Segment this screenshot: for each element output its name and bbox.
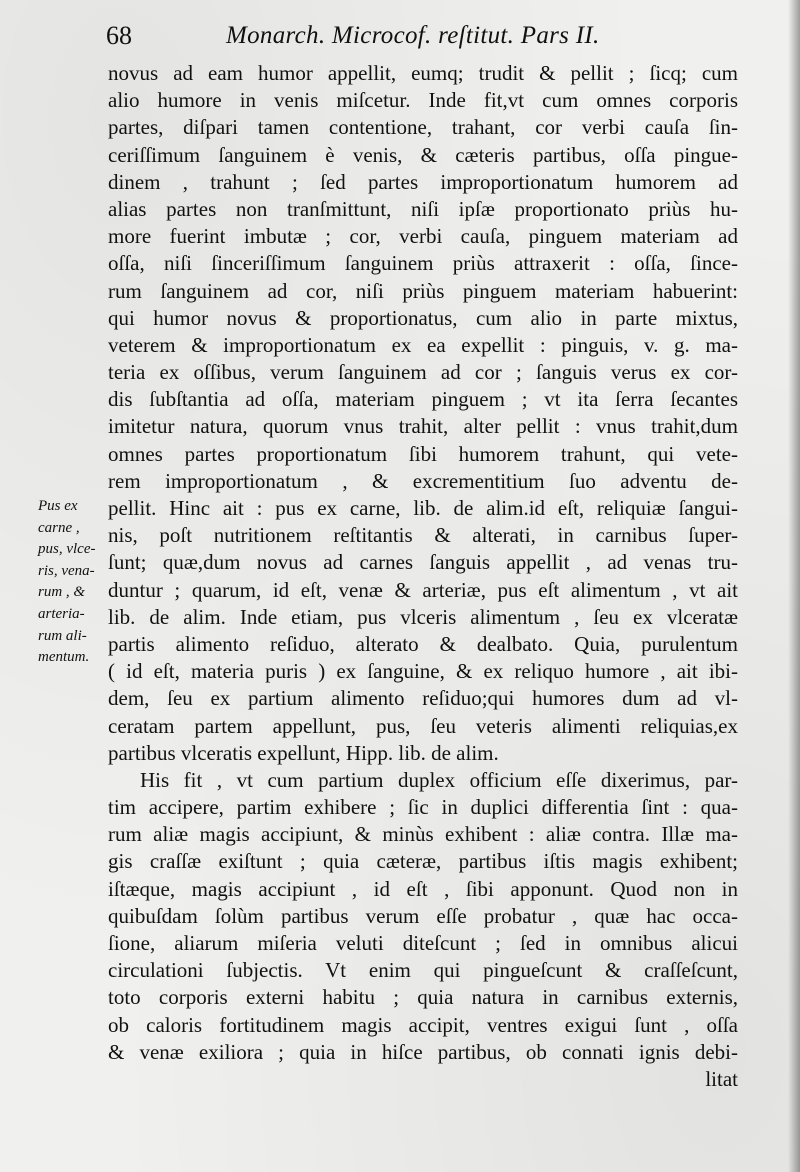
margin-note: [38, 496, 100, 669]
text-line: alio humore in venis miſcetur. Inde fit,vt cum omnes corporis: [108, 88, 738, 113]
text-line: dis ſubſtantia ad oſſa, materiam pinguem ; vt ita ſerra ſecantes: [108, 387, 738, 412]
text-line: imitetur natura, quorum vnus trahit, alter pellit : vnus trahit,dum: [108, 414, 738, 439]
text-line: toto corporis externi habitu ; quia natura in carnibus externis,: [108, 985, 738, 1010]
margin-note-line: rum ali-: [38, 627, 87, 644]
text-line: & venæ exiliora ; quia in hiſce partibus, ob connati ignis debi-: [108, 1039, 738, 1064]
text-line: lib. de alim. Inde etiam, pus vlceris alimentum , ſeu ex vlceratæ: [108, 604, 738, 629]
text-line: partibus vlceratis expellunt, Hipp. lib. de alim.: [108, 740, 499, 765]
text-line: ob caloris fortitudinem magis accipit, ventres exigui ſunt , oſſa: [108, 1012, 738, 1037]
page-header: [106, 20, 736, 52]
text-line: ſione, aliarum miſeria veluti diteſcunt ; ſed in omnibus alicui: [108, 931, 738, 955]
margin-note-line: pus, vlce-: [38, 541, 96, 558]
text-line: tim accipere, partim exhibere ; ſic in duplici differentia ſint : qua-: [108, 795, 738, 820]
text-line: alias partes non tranſmittunt, niſi ipſæ proportionato priùs hu-: [108, 196, 738, 221]
margin-note-line: mentum.: [38, 649, 90, 666]
page-number: 68: [106, 21, 132, 50]
margin-note-line: ris, vena-: [38, 562, 95, 579]
text-line: teria ex oſſibus, verum ſanguinem ad cor ; ſanguis verus ex cor-: [108, 360, 738, 385]
text-line: oſſa, niſi ſinceriſſimum ſanguinem priùs attraxerit : oſſa, ſince-: [108, 251, 738, 276]
text-line: veterem & improportionatum ex ea expellit : pinguis, v. g. ma-: [108, 332, 738, 357]
text-line: duntur ; quarum, id eſt, venæ & arteriæ, pus eſt alimentum , vt ait: [108, 577, 738, 602]
text-line: dem, ſeu ex partium alimento reſiduo;qui humores dum ad vl-: [108, 686, 738, 711]
text-line: iſtæque, magis accipiunt , id eſt , ſibi apponunt. Quod non in: [108, 876, 738, 901]
text-line: ceriſſimum ſanguinem è venis, & cæteris partibus, oſſa pingue-: [108, 142, 738, 167]
catchword: litat: [705, 1066, 738, 1091]
text-line: gis craſſæ exiſtunt ; quia cæteræ, partibus iſtis magis exhibent;: [108, 849, 738, 874]
text-line: His fit , vt cum partium duplex officium eſſe dixerimus, par-: [140, 767, 738, 792]
text-line: rum ſanguinem ad cor, niſi priùs pinguem materiam habuerint:: [108, 278, 738, 303]
text-line: pellit. Hinc ait : pus ex carne, lib. de alim.id eſt, reliquiæ ſangui-: [108, 496, 738, 520]
margin-note-line: carne ,: [38, 519, 80, 536]
text-line: partes, diſpari tamen contentione, trahant, cor verbi cauſa ſin-: [108, 115, 738, 140]
margin-note-line: Pus ex: [38, 498, 78, 514]
text-line: qui humor novus & proportionatus, cum alio in parte mixtus,: [108, 305, 738, 330]
text-line: novus ad eam humor appellit, eumq; trudit & pellit ; ſicq; cum: [108, 61, 738, 85]
margin-note-line: rum , &: [38, 584, 86, 601]
margin-note-line: arteria-: [38, 605, 85, 622]
text-line: partis alimento reſiduo, alterato & dealbato. Quia, purulentum: [108, 631, 738, 656]
text-line: rum aliæ magis accipiunt, & minùs exhibent : aliæ contra. Illæ ma-: [108, 822, 738, 847]
page-edge-shadow: [788, 0, 800, 1172]
text-line: nis, poſt nutritionem reſtitantis & alterati, in carnibus ſuper-: [108, 523, 738, 548]
text-line: ( id eſt, materia puris ) ex ſanguine, & ex reliquo humore , ait ibi-: [108, 659, 738, 684]
text-line: dinem , trahunt ; ſed partes improportionatum humorem ad: [108, 169, 738, 194]
text-line: omnes partes proportionatum ſibi humorem trahunt, qui vete-: [108, 441, 738, 466]
text-line: circulationi ſubjectis. Vt enim qui pingueſcunt & craſſeſcunt,: [108, 958, 738, 983]
text-line: rem improportionatum , & excrementitium ſuo adventu de-: [108, 468, 738, 493]
text-line: quibuſdam ſolùm partibus verum eſſe probatur , quæ hac occa-: [108, 903, 738, 928]
text-line: more fuerint imbutæ ; cor, verbi cauſa, pinguem materiam ad: [108, 224, 738, 249]
body-text: [108, 60, 738, 1093]
text-line: ſunt; quæ,dum novus ad carnes ſanguis appellit , ad venas tru-: [108, 550, 738, 575]
running-head: Monarch. Microcof. reſtitut. Pars II.: [226, 22, 600, 49]
text-line: ceratam partem appellunt, pus, ſeu veteris alimenti reliquias,ex: [108, 713, 738, 738]
